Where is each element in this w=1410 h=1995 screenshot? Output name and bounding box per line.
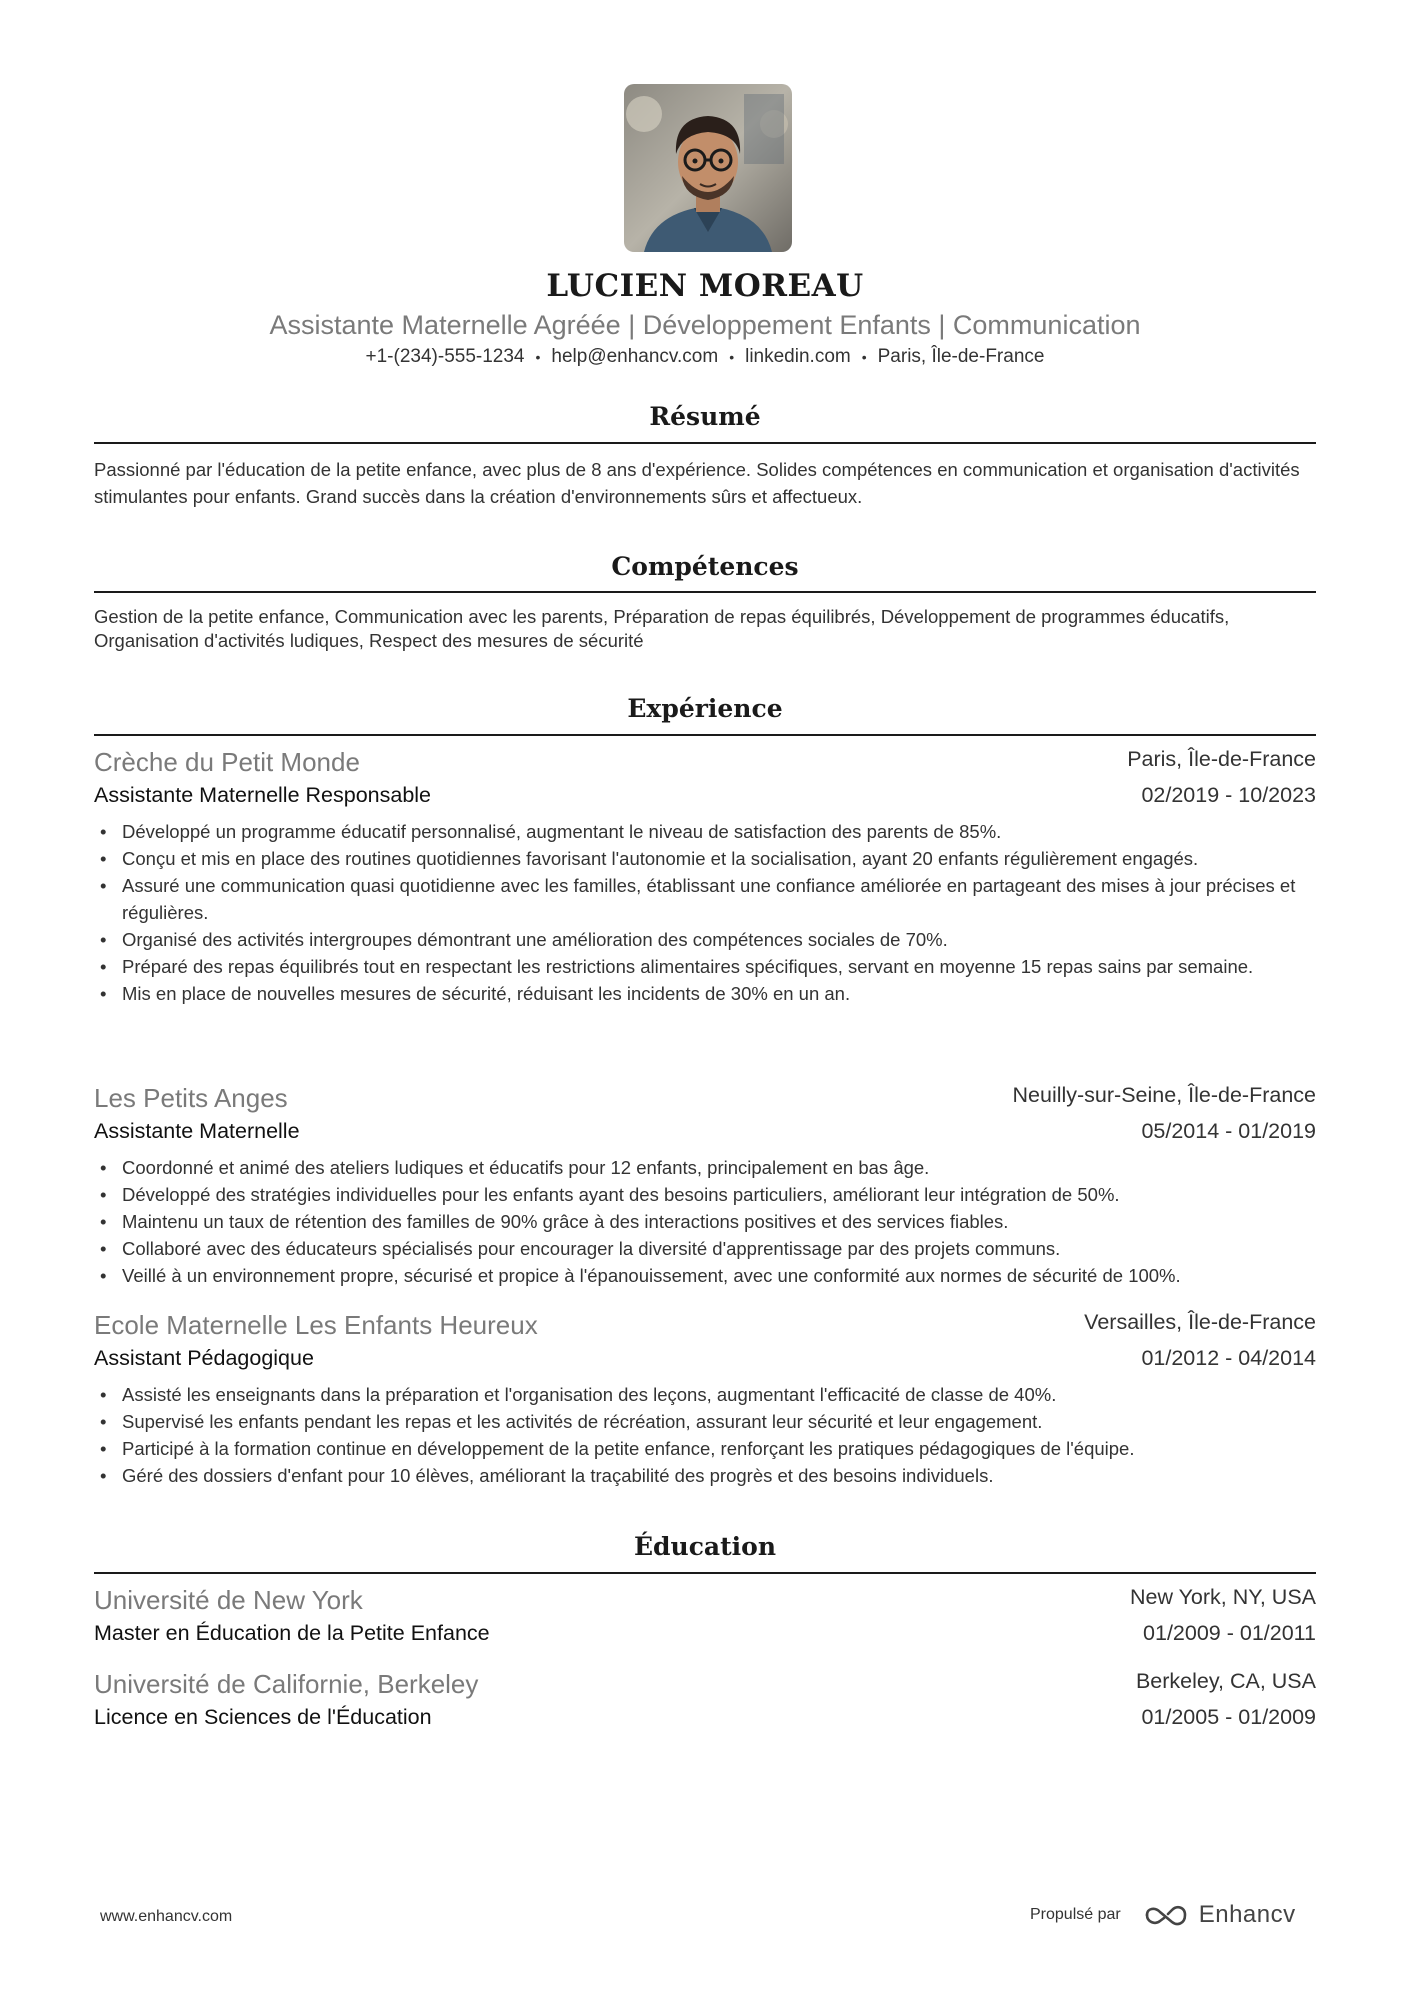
candidate-name: LUCIEN MOREAU (546, 268, 864, 304)
enhancv-logo-icon (1143, 1903, 1189, 1927)
list-item: • Assuré une communication quasi quotidienne avec les familles, établissant une confiance améliorée en partageant des mises à jour précises et régulières. (94, 872, 1324, 926)
education-school: Université de Californie, Berkeley (94, 1669, 479, 1699)
section-title-summary: Résumé (649, 402, 761, 431)
experience-role: Assistante Maternelle (94, 1119, 300, 1143)
education-degree: Master en Éducation de la Petite Enfance (94, 1621, 490, 1645)
list-item: • Conçu et mis en place des routines quotidiennes favorisant l'autonomie et la socialisation, ayant 20 enfants régulièrement engagés. (94, 845, 1324, 872)
experience-location: Neuilly-sur-Seine, Île-de-France (1012, 1083, 1316, 1107)
experience-company: Crèche du Petit Monde (94, 747, 360, 777)
contact-linkedin[interactable]: linkedin.com (745, 346, 851, 367)
section-title-education: Éducation (633, 1532, 777, 1561)
list-item: • Participé à la formation continue en développement de la petite enfance, renforçant les pratiques pédagogiques de l'équipe. (94, 1435, 1324, 1462)
contact-separator: • (535, 348, 541, 365)
list-item: • Organisé des activités intergroupes démontrant une amélioration des compétences sociales de 70%. (94, 926, 1324, 953)
experience-bullets (94, 818, 1324, 1007)
contact-separator: • (861, 348, 867, 365)
footer-powered-by: Propulsé par (1030, 1906, 1121, 1923)
experience-role: Assistant Pédagogique (94, 1346, 314, 1370)
section-divider (94, 442, 1316, 444)
list-item: • Veillé à un environnement propre, sécurisé et propice à l'épanouissement, avec une conformité aux normes de sécurité de 100%. (94, 1262, 1324, 1289)
education-dates: 01/2009 - 01/2011 (1143, 1621, 1316, 1645)
education-school: Université de New York (94, 1585, 363, 1615)
list-item: • Maintenu un taux de rétention des familles de 90% grâce à des interactions positives et des services fiables. (94, 1208, 1324, 1235)
profile-photo-illustration (624, 84, 792, 252)
list-item: • Développé un programme éducatif personnalisé, augmentant le niveau de satisfaction des parents de 85%. (94, 818, 1324, 845)
section-divider (94, 591, 1316, 593)
education-degree: Licence en Sciences de l'Éducation (94, 1705, 432, 1729)
experience-dates: 02/2019 - 10/2023 (1141, 783, 1316, 807)
list-item: • Géré des dossiers d'enfant pour 10 élèves, améliorant la traçabilité des progrès et des besoins individuels. (94, 1462, 1324, 1489)
candidate-headline: Assistante Maternelle Agréée | Développement Enfants | Communication (269, 310, 1141, 340)
summary-text: Passionné par l'éducation de la petite enfance, avec plus de 8 ans d'expérience. Solides compétences en communication et organisation d'activités stimulantes pour enfants. Grand succès dans la création d'environnements sûrs et affectueux. (94, 459, 1300, 507)
experience-role: Assistante Maternelle Responsable (94, 783, 432, 807)
experience-bullets (94, 1381, 1324, 1489)
contact-phone[interactable]: +1-(234)-555-1234 (365, 346, 525, 367)
list-item: • Mis en place de nouvelles mesures de sécurité, réduisant les incidents de 30% en un an. (94, 980, 1324, 1007)
list-item: • Collaboré avec des éducateurs spécialisés pour encourager la diversité d'apprentissage par des projets communs. (94, 1235, 1324, 1262)
education-location: New York, NY, USA (1129, 1585, 1316, 1609)
footer-branding (1030, 1900, 1296, 1930)
list-item: • Supervisé les enfants pendant les repas et les activités de récréation, assurant leur sécurité et leur engagement. (94, 1408, 1324, 1435)
list-item: • Préparé des repas équilibrés tout en respectant les restrictions alimentaires spécifiques, servant en moyenne 15 repas sains par semaine. (94, 953, 1324, 980)
footer-brand-name: Enhancv (1198, 1901, 1296, 1928)
contact-email[interactable]: help@enhancv.com (551, 346, 719, 367)
experience-location: Versailles, Île-de-France (1084, 1310, 1316, 1334)
education-dates: 01/2005 - 01/2009 (1141, 1705, 1316, 1729)
experience-bullets (94, 1154, 1324, 1289)
section-title-experience: Expérience (627, 694, 783, 723)
education-location: Berkeley, CA, USA (1135, 1669, 1316, 1693)
section-divider (94, 734, 1316, 736)
list-item: • Assisté les enseignants dans la préparation et l'organisation des leçons, augmentant l'efficacité de classe de 40%. (94, 1381, 1324, 1408)
footer-website[interactable]: www.enhancv.com (100, 1908, 233, 1925)
section-title-skills: Compétences (611, 552, 799, 581)
contact-location: Paris, Île-de-France (877, 346, 1045, 367)
experience-company: Ecole Maternelle Les Enfants Heureux (94, 1310, 538, 1340)
contact-separator: • (729, 348, 735, 365)
skills-text: Gestion de la petite enfance, Communication avec les parents, Préparation de repas équilibrés, Développement de programmes éducatifs, Organisation d'activités ludiques, Respect des mesures de sécurité (94, 606, 1230, 651)
experience-company: Les Petits Anges (94, 1083, 288, 1113)
section-divider (94, 1572, 1316, 1574)
list-item: • Coordonné et animé des ateliers ludiques et éducatifs pour 12 enfants, principalement en bas âge. (94, 1154, 1324, 1181)
experience-dates: 01/2012 - 04/2014 (1141, 1346, 1316, 1370)
contact-line (0, 346, 1410, 368)
experience-dates: 05/2014 - 01/2019 (1141, 1119, 1316, 1143)
profile-photo (624, 84, 792, 252)
experience-location: Paris, Île-de-France (1127, 747, 1316, 771)
list-item: • Développé des stratégies individuelles pour les enfants ayant des besoins particuliers, améliorant leur intégration de 50%. (94, 1181, 1324, 1208)
